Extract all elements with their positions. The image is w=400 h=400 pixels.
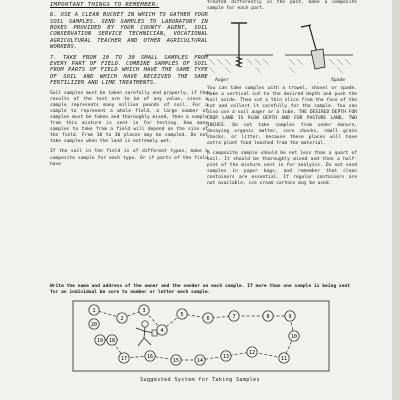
sample-marker <box>279 353 289 363</box>
sample-marker <box>89 319 99 329</box>
sample-marker-label: 7 <box>232 313 236 320</box>
sample-marker <box>157 325 167 335</box>
sample-marker <box>285 311 295 321</box>
paragraph-different-types: If the soil in the field is of different types, make a composite sample for each type. Or if parts of the field have <box>50 149 208 167</box>
spade-caption: Spade <box>331 78 345 83</box>
intro-text: treated differently in the past, make a composite sample for each part. <box>207 0 357 12</box>
sample-marker-label: 4 <box>160 327 164 334</box>
instruction-7: 7. TAKE FROM 10 TO 30 SMALL SAMPLES FROM EVERY PART OF FIELD. COMBINE SAMPLES OF SOIL FROM PARTS OF FIELD WHICH HAVE THE SAME TYPE OF SOIL AND WHICH HAVE RECEIVED THE SAME FERTILIZER AND LIME TREATMENTS. <box>50 54 208 87</box>
auger-caption: Auger <box>215 78 229 83</box>
sample-marker <box>229 311 239 321</box>
right-column <box>207 0 357 16</box>
sample-marker <box>145 351 155 361</box>
sample-marker <box>95 335 105 345</box>
sample-marker-label: 3 <box>142 307 146 314</box>
sample-marker-label: 12 <box>248 349 256 356</box>
sample-marker <box>195 355 205 365</box>
sample-marker <box>139 305 149 315</box>
tools-illustration <box>205 17 355 77</box>
sampling-path-diagram <box>72 300 330 372</box>
instruction-6: 6. USE A CLEAN BUCKET IN WHICH TO GATHER YOUR SOIL SAMPLES. SEND SAMPLES TO LABORATORY IN BOXES PROVIDED BY YOUR COUNTY AGENT, SOIL CONSERVATION SERVICE TECHNICIAN, VOCATIONAL AGRICULTURAL TEACHER AND OTHER AGRICULTURAL WORKERS. <box>50 12 208 51</box>
sample-marker-label: 19 <box>96 337 104 344</box>
sample-marker-label: 2 <box>120 315 124 322</box>
right-column-lower <box>207 86 357 192</box>
left-column <box>50 0 208 172</box>
paragraph-trowel: You can take samples with a trowel, shovel or spade. Make a vertical cut to the desired depth and push the soil aside. Then cut a thin slice from the face of the cut and collect it carefully for the sample. You can also use a soil auger or a tube. THE DESIRED DEPTH FOR CROP LAND IS PLOW DEPTH AND FOR PASTURE LAND, TWO INCHES. Do not take samples from under manure, decaying organic matter, corn shocks, small grain shocks, or litter, because these places will have extra plant food leached from the material. <box>207 86 357 146</box>
section-heading: IMPORTANT THINGS TO REMEMBER: <box>50 2 160 8</box>
sample-marker <box>117 313 127 323</box>
sample-marker-label: 18 <box>108 337 116 344</box>
diagram-caption: Suggested System for Taking Samples <box>140 377 260 383</box>
sample-marker-label: 17 <box>120 355 128 362</box>
sample-marker-label: 16 <box>146 353 154 360</box>
sample-marker <box>89 305 99 315</box>
sample-marker-label: 10 <box>290 333 298 340</box>
sample-marker-label: 1 <box>92 307 96 314</box>
sample-marker-label: 8 <box>266 313 270 320</box>
spade-icon <box>285 25 353 73</box>
sample-marker-label: 15 <box>172 357 180 364</box>
sample-marker <box>203 313 213 323</box>
sample-marker <box>171 355 181 365</box>
sample-marker <box>107 335 117 345</box>
sample-markers <box>89 305 299 365</box>
sample-marker <box>177 309 187 319</box>
sample-marker-label: 9 <box>288 313 292 320</box>
auger-icon <box>205 23 273 73</box>
sample-marker <box>247 347 257 357</box>
sample-marker-label: 20 <box>90 321 98 328</box>
paragraph-soil-samples: Soil samples must be taken carefully and properly, if the results of the test are to be of any value, since a sample represents many million pounds of soil. For a sample to represent a whole field, a large number of samples must be taken and thoroughly mixed, then a sample from this mixture is sent in for testing. How many samples to take from a field will depend on the size of the field. From 10 to 30 places may be sampled. Do not take samples when the land is extremely wet. <box>50 90 208 145</box>
sample-marker-label: 6 <box>206 315 210 322</box>
person-figure <box>136 321 157 346</box>
paragraph-composite: A composite sample should be not less than a quart of soil. It should be thoroughly mixed and then a half-pint of the mixture sent in for analysis. Do not send samples in paper bags, and remember that clean containers are essential. If regular containers are not available, ice cream cartons may be used. <box>207 150 357 187</box>
page-edge <box>392 0 400 400</box>
sample-marker <box>119 353 129 363</box>
sample-marker-label: 14 <box>196 357 204 364</box>
labeling-note: Write the name and address of the owner and the sender on each sample. If more than one sample is being sent for an individual be sure to number or letter each sample. <box>50 284 350 295</box>
sample-marker <box>221 351 231 361</box>
tool-captions <box>215 78 345 83</box>
bucket-icon <box>152 330 157 336</box>
sample-marker-label: 13 <box>222 353 230 360</box>
sample-marker <box>263 311 273 321</box>
sample-marker-label: 5 <box>180 311 184 318</box>
sample-marker-label: 11 <box>280 355 288 362</box>
sample-marker <box>289 331 299 341</box>
